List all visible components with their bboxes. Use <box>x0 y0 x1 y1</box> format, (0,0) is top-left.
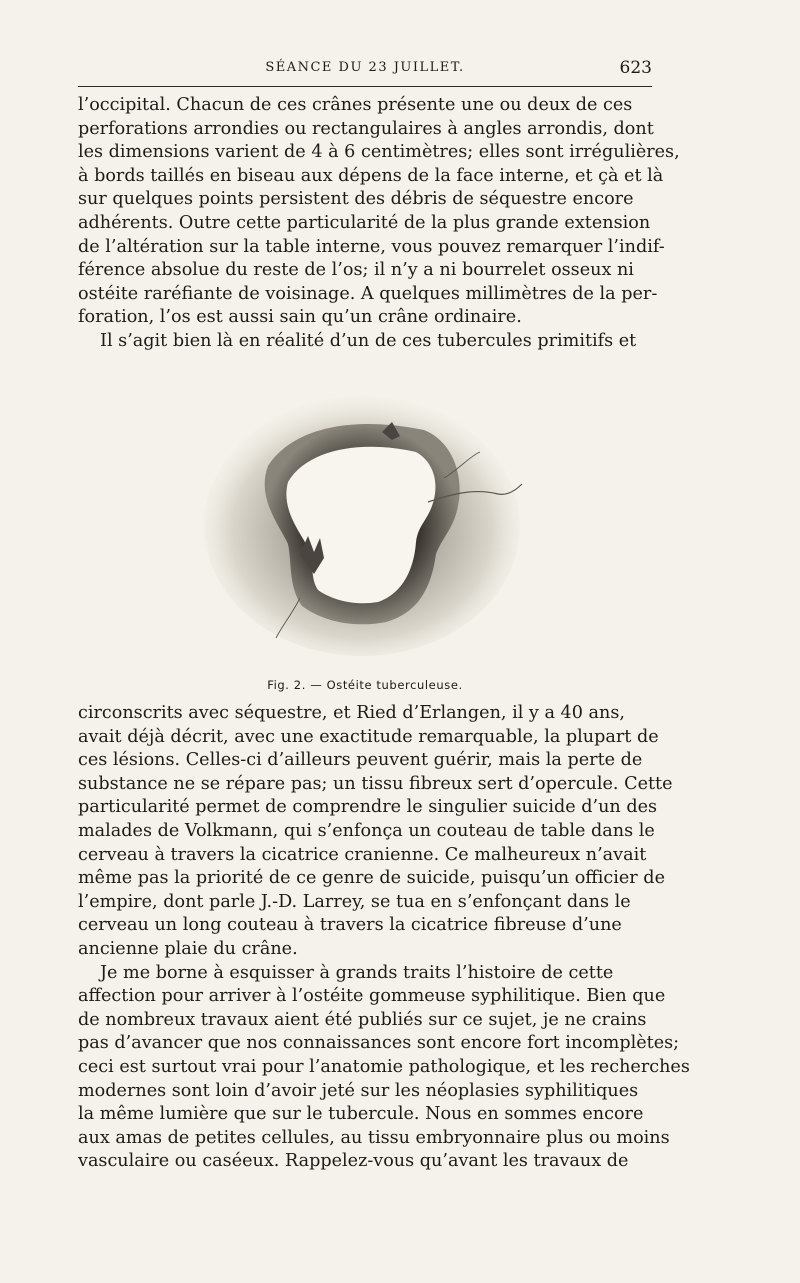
text-line: cerveau un long couteau à travers la cicatrice fibreuse d’une <box>78 915 622 936</box>
paragraph <box>78 330 652 354</box>
paragraph <box>78 702 673 962</box>
text-line: de nombreux travaux aient été publiés sur ce sujet, je ne crains <box>78 1009 647 1030</box>
text-block-bottom <box>78 702 690 1174</box>
running-title: SÉANCE DU 23 JUILLET. <box>265 60 465 75</box>
text-line: l’empire, dont parle J.-D. Larrey, se tua en s’enfonçant dans le <box>78 891 631 912</box>
text-line: particularité permet de comprendre le singulier suicide d’un des <box>78 797 658 818</box>
text-line: l’occipital. Chacun de ces crânes présente une ou deux de ces <box>78 95 633 115</box>
text-line: sur quelques points persistent des débris de séquestre encore <box>78 189 634 210</box>
text-line: à bords taillés en biseau aux dépens de la face interne, et çà et là <box>78 165 664 186</box>
header-rule <box>78 86 652 87</box>
osteitis-illustration <box>196 386 536 668</box>
text-line: foration, l’os est aussi sain qu’un crâne ordinaire. <box>78 307 522 328</box>
paragraph <box>78 962 690 1174</box>
text-block-top <box>78 94 680 354</box>
page-number: 623 <box>619 58 652 78</box>
text-line: perforations arrondies ou rectangulaires à angles arrondis, dont <box>78 118 654 139</box>
page-header <box>78 58 652 82</box>
text-line: modernes sont loin d’avoir jeté sur les néoplasies syphilitiques <box>78 1080 639 1101</box>
text-line: même pas la priorité de ce genre de suicide, puisqu’un officier de <box>78 868 665 889</box>
paragraph <box>78 94 680 330</box>
text-line: aux amas de petites cellules, au tissu embryonnaire plus ou moins <box>78 1127 670 1148</box>
text-line: Je me borne à esquisser à grands traits l’histoire de cette <box>100 962 614 983</box>
text-line: circonscrits avec séquestre, et Ried d’Erlangen, il y a 40 ans, <box>78 703 625 723</box>
text-line: ostéite raréfiante de voisinage. A quelques millimètres de la per- <box>78 283 658 304</box>
text-line: Il s’agit bien là en réalité d’un de ces tubercules primitifs et <box>100 330 637 351</box>
figure-caption: Fig. 2. — Ostéite tuberculeuse. <box>267 678 463 692</box>
text-line: la même lumière que sur le tubercule. Nous en sommes encore <box>78 1104 644 1125</box>
text-line: ceci est surtout vrai pour l’anatomie pathologique, et les recherches <box>78 1056 690 1077</box>
text-line: de l’altération sur la table interne, vous pouvez remarquer l’indif- <box>78 236 665 257</box>
text-line: cerveau à travers la cicatrice cranienne. Ce malheureux n’avait <box>78 844 647 865</box>
text-line: les dimensions varient de 4 à 6 centimètres; elles sont irrégulières, <box>78 142 680 163</box>
text-line: avait déjà décrit, avec une exactitude remarquable, la plupart de <box>78 726 659 747</box>
text-line: ces lésions. Celles-ci d’ailleurs peuvent guérir, mais la perte de <box>78 750 643 771</box>
text-line: pas d’avancer que nos connaissances sont encore fort incomplètes; <box>78 1033 680 1054</box>
text-line: affection pour arriver à l’ostéite gommeuse syphilitique. Bien que <box>78 986 666 1007</box>
text-line: malades de Volkmann, qui s’enfonça un couteau de table dans le <box>78 820 655 841</box>
text-line: adhérents. Outre cette particularité de la plus grande extension <box>78 212 651 233</box>
text-line: férence absolue du reste de l’os; il n’y a ni bourrelet osseux ni <box>78 260 634 281</box>
text-line: vasculaire ou caséeux. Rappelez-vous qu’avant les travaux de <box>78 1151 629 1172</box>
text-line: substance ne se répare pas; un tissu fibreux sert d’opercule. Cette <box>78 773 673 794</box>
text-line: ancienne plaie du crâne. <box>78 938 298 959</box>
